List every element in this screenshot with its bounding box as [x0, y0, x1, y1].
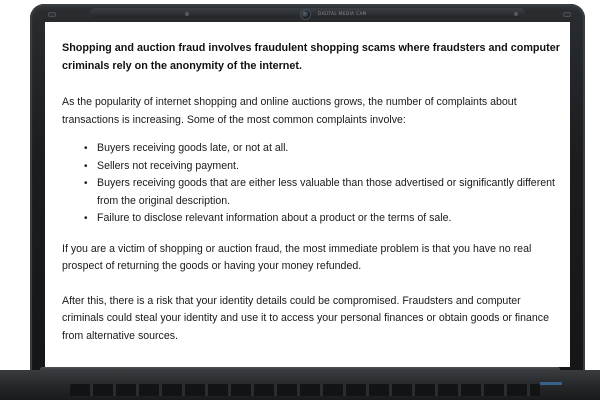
identity-paragraph: After this, there is a risk that your identity details could be compromised. Fraudsters and computer criminals could steal your identity and use it to access your personal finances or obtain goods or finance from alternative sources.	[62, 294, 549, 342]
bullet-icon: •	[84, 160, 88, 172]
status-led-icon	[185, 12, 189, 16]
webcam-icon	[300, 9, 311, 20]
keyboard-keys	[70, 384, 540, 396]
fraud-document	[62, 40, 562, 362]
indicator-light-icon	[540, 382, 562, 385]
intro-paragraph: As the popularity of internet shopping and online auctions grows, the number of complaints about transactions is increasing. Some of the most common complaints involve:	[62, 96, 517, 126]
bullet-icon: •	[84, 178, 88, 189]
victim-paragraph: If you are a victim of shopping or auction fraud, the most immediate problem is that you have no real prospect of returning the goods or having your money refunded.	[62, 242, 532, 272]
list-item	[84, 140, 562, 158]
bullet-icon: •	[84, 143, 88, 154]
list-item	[84, 158, 562, 176]
document-heading: Shopping and auction fraud involves fraudulent shopping scams where fraudsters and computer criminals rely on the anonymity of the internet.	[62, 42, 560, 72]
microphone-icon	[563, 12, 571, 17]
status-led-icon	[514, 12, 518, 16]
microphone-icon	[48, 12, 56, 17]
list-item-text: Sellers not receiving payment.	[97, 159, 239, 172]
bullet-icon: •	[84, 213, 88, 224]
list-item	[84, 210, 562, 228]
laptop-screen	[45, 22, 570, 367]
list-item-text: Buyers receiving goods late, or not at all.	[97, 142, 289, 154]
list-item	[84, 175, 562, 210]
list-item-text: Failure to disclose relevant information about a product or the terms of sale.	[97, 212, 452, 224]
complaint-list	[62, 140, 562, 228]
webcam-label: DIGITAL MEDIA CAM	[318, 11, 367, 16]
list-item-text: Buyers receiving goods that are either less valuable than those advertised or significantly different from the original description.	[97, 177, 555, 207]
